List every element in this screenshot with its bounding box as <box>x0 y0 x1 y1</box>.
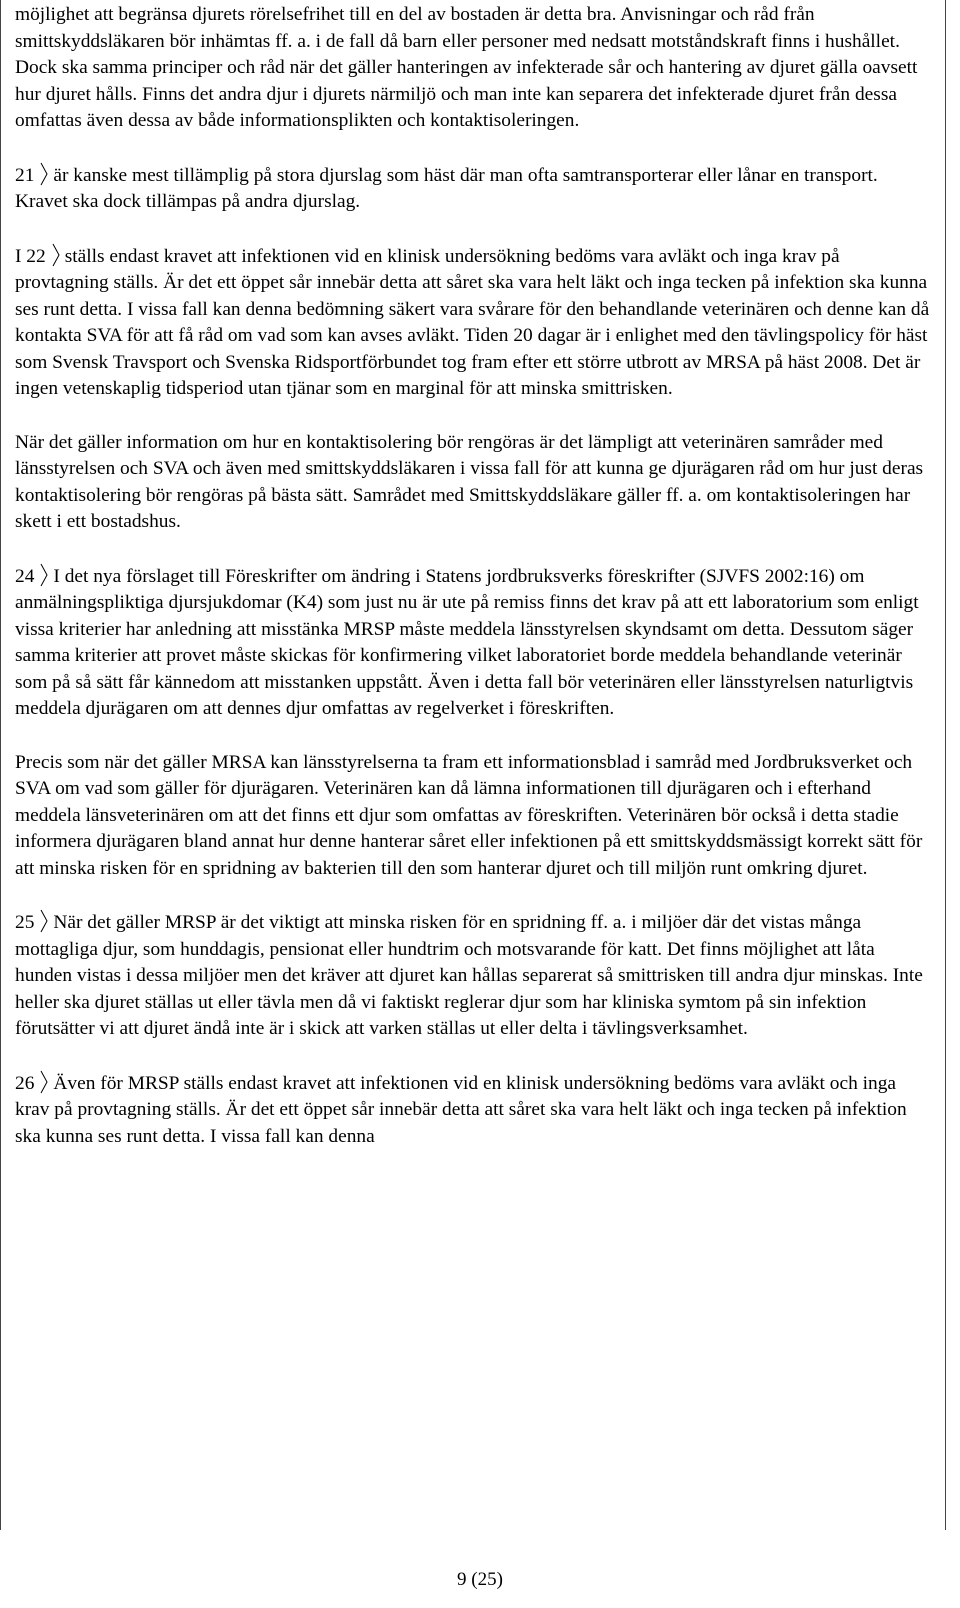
paragraph-1: möjlighet att begränsa djurets rörelsefrihet till en del av bostaden är detta bra. Anvisningar och råd från smittskyddsläkaren bör inhämtas ff. a. i de fall då barn eller personer med nedsatt motståndskraft finns i hushållet. Dock ska samma principer och råd när det gäller hanteringen av infekterade sår och hantering av djuret gälla oavsett hur djuret hålls. Finns det andra djur i djurets närmiljö och man inte kan separera det infekterade djuret från dessa omfattas även dessa av både informationsplikten och kontaktisoleringen. <box>15 4 918 131</box>
paragraph-24: 24 I det nya förslaget till Föreskrifter om ändring i Statens jordbruksverks föreskrifter (SJVFS 2002:16) om anmälningspliktiga djursjukdomar (K4) som just nu är ute på remiss finns det krav på att ett laboratorium som enligt vissa kriterier har anledning att misstänka MRSP måste meddela länsstyrelsen skyndsamt om detta. Dessutom säger samma kriterier att provet måste skickas för konfirmering vilket laboratoriet borde meddela behandlande veterinär som på så sätt får kännedom att misstanken uppstått. Även i detta fall bör veterinären eller länsstyrelsen naturligtvis meddela djurägaren om att dennes djur omfattas av regelverket i föreskriften. <box>15 563 935 723</box>
section-number: 26 <box>15 1072 35 1094</box>
brace-marker-icon <box>40 909 49 933</box>
brace-marker-icon <box>40 1070 49 1094</box>
brace-marker-icon <box>40 162 49 186</box>
page-number: 9 (25) <box>457 1569 503 1590</box>
brace-marker-icon <box>40 563 49 587</box>
paragraph-21: 21 är kanske mest tillämplig på stora djurslag som häst där man ofta samtransporterar eller lånar en transport. Kravet ska dock tillämpas på andra djurslag. <box>15 162 935 216</box>
section-number: 24 <box>15 565 35 587</box>
section-number: I 22 <box>15 245 46 267</box>
paragraph-25: 25 När det gäller MRSP är det viktigt att minska risken för en spridning ff. a. i miljöer där det vistas många mottagliga djur, som hunddagis, pensionat eller hundtrim och motsvarande för katt. Det finns möjlighet att låta hunden vistas i dessa miljöer men det kräver att djuret kan hållas separerat så smittrisken till andra djur minskas. Inte heller ska djuret ställas ut eller tävla men då vi faktiskt reglerar djur som har kliniska symtom på sin infektion förutsätter vi att djuret ändå inte är i skick att varken ställas ut eller delta i tävlingsverksamhet. <box>15 909 935 1043</box>
section-number: 25 <box>15 912 35 933</box>
paragraph-26: 26 Även för MRSP ställs endast kravet att infektionen vid en klinisk undersökning bedöms vara avläkt och inga krav på provtagning ställs. Är det ett öppet sår innebär detta att såret ska vara helt läkt och inga tecken på infektion ska kunna ses runt detta. I vissa fall kan denna <box>15 1070 935 1151</box>
document-body <box>15 2 935 1177</box>
section-number: 21 <box>15 164 35 186</box>
brace-marker-icon <box>52 243 61 267</box>
paragraph-cleaning: När det gäller information om hur en kontaktisolering bör rengöras är det lämpligt att veterinären samråder med länsstyrelsen och SVA och även med smittskyddsläkaren i vissa fall för att kunna ge djurägaren råd om hur just deras kontaktisolering bör rengöras på bästa sätt. Samrådet med Smittskyddsläkare gäller ff. a. om kontaktisoleringen har skett i ett bostadshus. <box>15 431 924 532</box>
paragraph-mrsa: Precis som när det gäller MRSA kan länsstyrelserna ta fram ett informationsblad i samråd med Jordbruksverket och SVA om vad som gäller för djurägaren. Veterinären kan då lämna informationen till djurägaren och i efterhand meddela länsveterinären om att det finns ett djur som omfattas av föreskriften. Veterinären bör också i detta stadie informera djurägaren bland annat hur denne hanterar såret eller infektionen på ett smittskyddsmässigt korrekt sätt för att minska risken för en spridning av bakterien till den som hanterar djuret och till miljön runt omkring djuret. <box>15 751 923 879</box>
paragraph-22: I 22 ställs endast kravet att infektionen vid en klinisk undersökning bedöms vara avläkt och inga krav på provtagning ställs. Är det ett öppet sår innebär detta att såret ska vara helt läkt och inga tecken på infektion ska kunna ses runt detta. I vissa fall kan denna bedömning säkert vara svårare för den behandlande veterinären och denne kan då kontakta SVA för att få råd om vad som kan avses avläkt. Tiden 20 dagar är i enlighet med den tävlingspolicy för häst som Svensk Travsport och Svenska Ridsportförbundet tog fram efter ett större utbrott av MRSA på häst 2008. Det är ingen vetenskaplig tidsperiod utan tjänar som en marginal för att minska smittrisken. <box>15 243 935 403</box>
